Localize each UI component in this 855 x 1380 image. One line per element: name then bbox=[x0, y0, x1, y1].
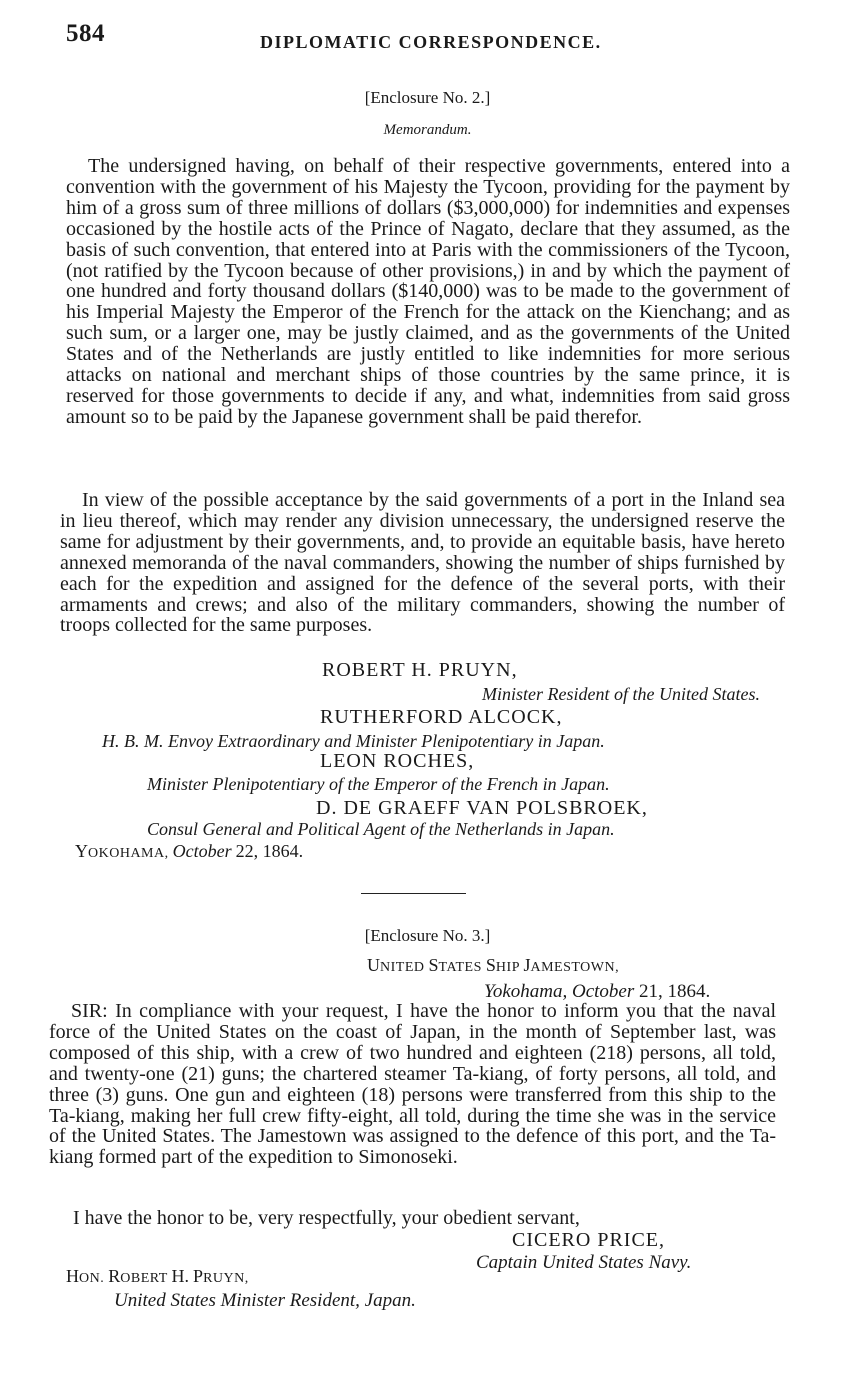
letter-addressee: HON. ROBERT H. PRUYN, bbox=[66, 1266, 249, 1286]
signatory-name-pruyn: ROBERT H. PRUYN, bbox=[322, 659, 518, 681]
memorandum-paragraph-2: In view of the possible acceptance by the said governments of a port in the Inland sea in lieu thereof, which may render any division unnecessary, the undersigned reserve the same for adjustment by their governments, and, to provide an equitable basis, have hereto annexed memoranda of the naval commanders, showing the number of ships furnished by each for the expedition and assigned for the defence of the several ports, with their armaments and crews; and also of the military commanders, showing the number of troops collected for the same purposes. bbox=[60, 489, 785, 637]
letter-addressee-title: United States Minister Resident, Japan. bbox=[114, 1290, 416, 1311]
signatory-title-alcock: H. B. M. Envoy Extraordinary and Minister Plenipotentiary in Japan. bbox=[102, 731, 605, 751]
section-divider bbox=[361, 893, 466, 894]
running-title: DIPLOMATIC CORRESPONDENCE. bbox=[260, 32, 602, 52]
signatory-title-roches: Minister Plenipotentiary of the Emperor of the French in Japan. bbox=[147, 774, 610, 794]
letter-body: SIR: In compliance with your request, I have the honor to inform you that the naval force of the United States on the coast of Japan, in the month of September last, was composed of this ship, with a crew of two hundred and eighteen (218) persons, all told, and twenty-one (21) guns; the chartered steamer Ta-kiang, of forty persons, all told, and three (3) guns. One gun and eighteen (18) persons were transferred from this ship to the Ta-kiang, making her full crew fifty-eight, all told, during the time she was in the service of the United States. The Jamestown was assigned to the defence of this port, and the Ta-kiang formed part of the expedition to Simonoseki. bbox=[49, 1000, 776, 1169]
signatory-name-roches: LEON ROCHES, bbox=[320, 750, 475, 772]
signatory-title-polsbroek: Consul General and Political Agent of the Netherlands in Japan. bbox=[147, 819, 615, 839]
memorandum-dateline: YOKOHAMA, October 22, 1864. bbox=[75, 841, 304, 861]
signatory-name-polsbroek: D. DE GRAEFF VAN POLSBROEK, bbox=[316, 797, 648, 819]
signatory-name-alcock: RUTHERFORD ALCOCK, bbox=[320, 706, 563, 728]
signatory-title-pruyn: Minister Resident of the United States. bbox=[482, 684, 760, 704]
letter-signer-name: CICERO PRICE, bbox=[512, 1229, 666, 1251]
letter-signer-title: Captain United States Navy. bbox=[476, 1252, 692, 1273]
letter-closing: I have the honor to be, very respectfully, your obedient servant, bbox=[73, 1207, 580, 1229]
ship-heading: UNITED STATES SHIP JAMESTOWN, bbox=[367, 955, 620, 975]
letter-place-date: Yokohama, October 21, 1864. bbox=[484, 981, 711, 1002]
enclosure-3-label: [Enclosure No. 3.] bbox=[364, 926, 491, 945]
memorandum-paragraph-1: The undersigned having, on behalf of their respective governments, entered into a convention with the government of his Majesty the Tycoon, providing for the payment by him of a gross sum of three millions of dollars ($3,000,000) for indemnities and expenses occasioned by the hostile acts of the Prince of Nagato, declare that they assumed, as the basis of such convention, that entered into at Paris with the commissioners of the Tycoon, (not ratified by the Tycoon because of other provisions,) in and by which the payment of one hundred and forty thousand dollars ($140,000) was to be made to the government of his Imperial Majesty the Emperor of the French for the attack on the Kienchang; and as such sum, or a larger one, may be justly claimed, and as the governments of the United States and of the Netherlands are justly entitled to like indemnities for more serious attacks on national and merchant ships of those countries by the same prince, it is reserved for those governments to decide if any, and what, indemnities from said gross amount so to be paid by the Japanese government shall be paid therefor. bbox=[66, 155, 790, 428]
memorandum-heading: Memorandum. bbox=[383, 122, 472, 138]
page-number: 584 bbox=[66, 20, 105, 47]
enclosure-2-label: [Enclosure No. 2.] bbox=[364, 88, 491, 107]
